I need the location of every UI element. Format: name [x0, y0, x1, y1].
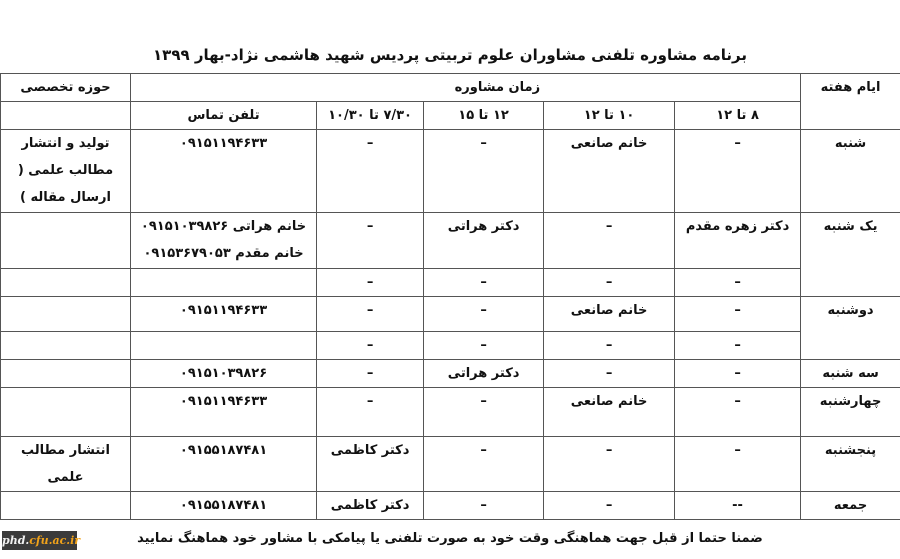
day-cell: سه شنبه: [801, 360, 900, 388]
slot-cell: –: [675, 388, 801, 437]
slot-cell: دکتر زهره مقدم: [675, 213, 801, 269]
specialty-cell: [1, 360, 131, 388]
specialty-cell: [1, 213, 131, 269]
slot-cell: –: [424, 492, 544, 520]
slot-cell: –: [424, 297, 544, 332]
header-phone: تلفن تماس: [131, 102, 317, 130]
slot-cell: دکتر کاظمی: [317, 492, 424, 520]
day-cell: جمعه: [801, 492, 900, 520]
slot-cell: –: [424, 130, 544, 213]
table-row: [1, 269, 900, 297]
table-row: [1, 213, 900, 269]
phone-cell: [131, 332, 317, 360]
slot-cell: –: [317, 332, 424, 360]
slot-cell: –: [544, 492, 675, 520]
footer-note: ضمنا حتما از قبل جهت هماهنگی وقت خود به صورت تلفنی یا پیامکی با مشاور خود هماهنگ نمایید: [137, 531, 763, 546]
slot-cell: –: [675, 360, 801, 388]
day-cell: شنبه: [801, 130, 900, 213]
table-row: [1, 437, 900, 492]
phone-cell: ۰۹۱۵۱۰۳۹۸۲۶: [131, 360, 317, 388]
slot-cell: –: [317, 297, 424, 332]
watermark-part-1: phd.: [2, 534, 30, 547]
header-row-1: [1, 74, 900, 102]
header-days: ایام هفته: [801, 74, 900, 130]
slot-cell: –: [544, 360, 675, 388]
phone-cell: [131, 213, 317, 269]
slot-cell: –: [317, 213, 424, 269]
specialty-cell: [1, 388, 131, 437]
specialty-cell: تولید و انتشار مطالب علمی ( ارسال مقاله ): [1, 130, 131, 213]
slot-cell: –: [317, 269, 424, 297]
slot-cell: دکتر هراتی: [424, 213, 544, 269]
slot-cell: –: [675, 130, 801, 213]
table-row: [1, 130, 900, 213]
slot-cell: –: [317, 360, 424, 388]
slot-cell: –: [544, 437, 675, 492]
day-cell: پنجشنبه: [801, 437, 900, 492]
slot-cell: –: [317, 388, 424, 437]
slot-cell: –: [424, 388, 544, 437]
table-row: [1, 332, 900, 360]
phone-line: خانم هراتی ۰۹۱۵۱۰۳۹۸۲۶: [140, 219, 307, 234]
header-specialty: حوزه تخصصی: [1, 74, 131, 102]
day-cell: چهارشنبه: [801, 388, 900, 437]
slot-cell: خانم صانعی: [544, 388, 675, 437]
slot-cell: –: [424, 332, 544, 360]
slot-cell: –: [544, 269, 675, 297]
slot-cell: –: [675, 437, 801, 492]
specialty-cell: [1, 269, 131, 297]
header-specialty-blank: [1, 102, 131, 130]
specialty-cell: [1, 492, 131, 520]
slot-cell: –: [675, 297, 801, 332]
header-slot-8-12: ۸ تا ۱۲: [675, 102, 801, 130]
table-row: [1, 360, 900, 388]
header-slot-730-1030: ۷/۳۰ تا ۱۰/۳۰: [317, 102, 424, 130]
header-slot-12-15: ۱۲ تا ۱۵: [424, 102, 544, 130]
header-time-group: زمان مشاوره: [131, 74, 801, 102]
site-watermark-logo: [2, 531, 81, 550]
phone-cell: ۰۹۱۵۱۱۹۴۶۳۳: [131, 388, 317, 437]
slot-cell: –: [317, 130, 424, 213]
consultation-schedule-table: [0, 73, 900, 520]
phone-cell: ۰۹۱۵۱۱۹۴۶۳۳: [131, 130, 317, 213]
phone-cell: ۰۹۱۵۵۱۸۷۴۸۱: [131, 492, 317, 520]
phone-cell: [131, 269, 317, 297]
specialty-cell: انتشار مطالب علمی: [1, 437, 131, 492]
slot-cell: –: [675, 332, 801, 360]
header-slot-10-12: ۱۰ تا ۱۲: [544, 102, 675, 130]
header-row-2: [1, 102, 900, 130]
watermark-part-2: cfu.ac.ir: [29, 534, 81, 547]
day-cell: یک شنبه: [801, 213, 900, 297]
page-title: برنامه مشاوره تلفنی مشاوران علوم تربیتی پردیس شهید هاشمی نژاد-بهار ۱۳۹۹: [153, 46, 747, 64]
table-row: [1, 297, 900, 332]
slot-cell: خانم صانعی: [544, 297, 675, 332]
table-row: [1, 492, 900, 520]
slot-cell: دکتر کاظمی: [317, 437, 424, 492]
slot-cell: خانم صانعی: [544, 130, 675, 213]
table-row: [1, 388, 900, 437]
slot-cell: دکتر هراتی: [424, 360, 544, 388]
specialty-cell: [1, 332, 131, 360]
slot-cell: –: [424, 269, 544, 297]
slot-cell: –: [424, 437, 544, 492]
slot-cell: –: [544, 213, 675, 269]
day-cell: دوشنبه: [801, 297, 900, 360]
phone-cell: ۰۹۱۵۵۱۸۷۴۸۱: [131, 437, 317, 492]
slot-cell: –: [675, 269, 801, 297]
phone-line: خانم مقدم ۰۹۱۵۳۶۷۹۰۵۳: [143, 246, 304, 261]
phone-cell: ۰۹۱۵۱۱۹۴۶۳۳: [131, 297, 317, 332]
slot-cell: --: [675, 492, 801, 520]
slot-cell: –: [544, 332, 675, 360]
specialty-cell: [1, 297, 131, 332]
